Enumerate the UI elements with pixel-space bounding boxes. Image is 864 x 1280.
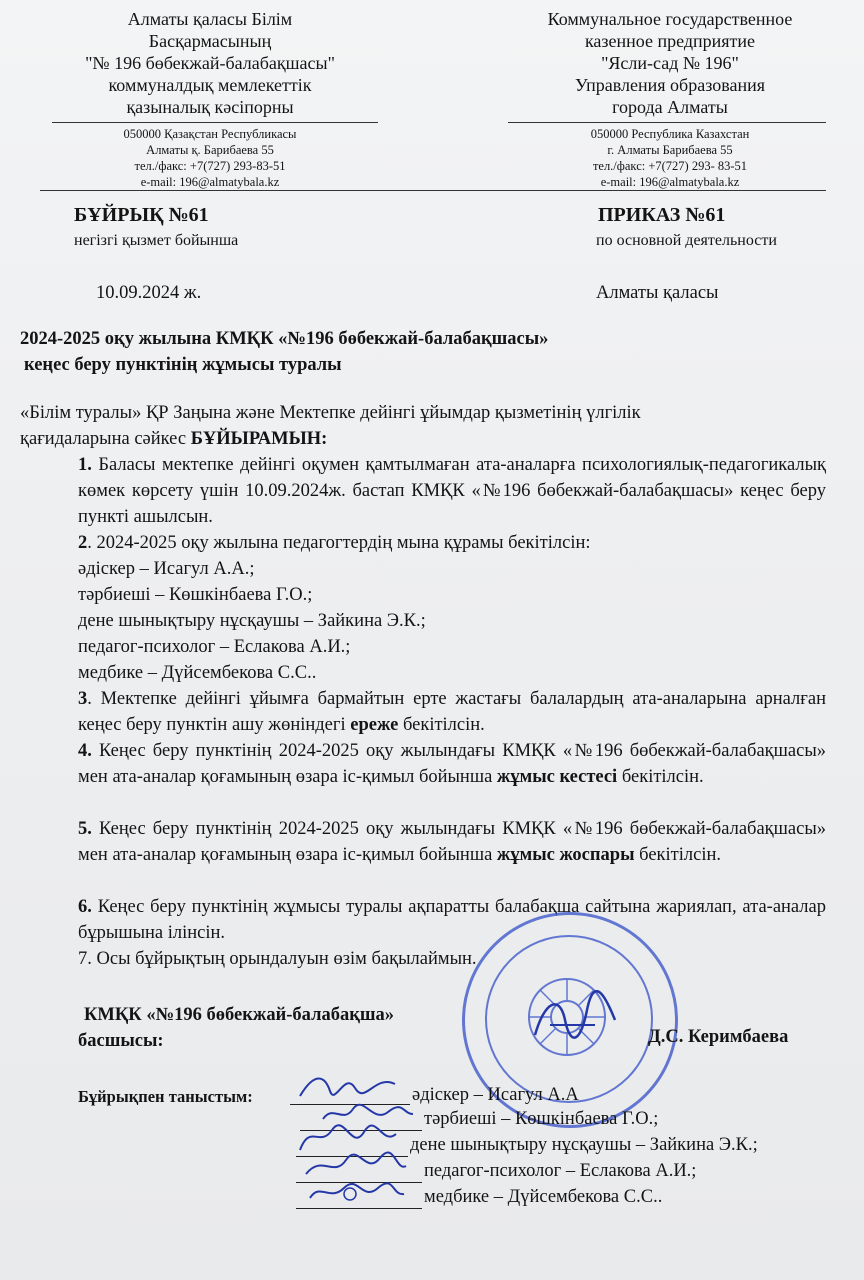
- header-left-line: "№ 196 бөбекжай-балабақшасы": [85, 53, 335, 73]
- acquainted-person: медбике – Дүйсембекова С.С..: [424, 1187, 663, 1207]
- header-left-line: коммуналдық мемлекеттік: [108, 75, 312, 95]
- item-4: [78, 738, 826, 790]
- address-right: [505, 126, 835, 190]
- preamble-line-1: «Білім туралы» ҚР Заңына және Мектепке дейінгі ұйымдар қызметінің үлгілік: [20, 403, 641, 423]
- address-left-line: 050000 Қазақстан Республикасы: [123, 127, 297, 141]
- acquainted-person: әдіскер – Исагул А.А: [412, 1085, 579, 1105]
- staff-item: тәрбиеші – Көшкінбаева Г.О.;: [78, 585, 313, 605]
- preamble-command: БҰЙЫРАМЫН:: [190, 429, 328, 449]
- item-5: [78, 816, 826, 868]
- address-right-line: тел./факс: +7(727) 293- 83-51: [592, 159, 748, 173]
- item-5-text: Кеңес беру пунктінің 2024-2025 оқу жылындағы КМҚК «№196 бөбекжай-балабақшасы» мен ата-аналар қоғамының өзара іс-қимыл бойынша: [78, 819, 826, 865]
- staff-item: әдіскер – Исагул А.А.;: [78, 559, 255, 579]
- item-2: [78, 530, 591, 556]
- item-3-bold: ереже: [350, 715, 399, 735]
- signature-role: басшысы:: [78, 1031, 164, 1051]
- order-subtitle-kz: негізгі қызмет бойынша: [74, 232, 239, 249]
- address-right-line: г. Алматы Барибаева 55: [607, 143, 733, 157]
- header-divider-right: [508, 122, 826, 123]
- header-right-line: Коммунальное государственное: [547, 9, 793, 29]
- order-city: Алматы қаласы: [596, 283, 719, 303]
- acquainted-person: дене шынықтыру нұсқаушы – Зайкина Э.К.;: [410, 1135, 758, 1155]
- header-divider-left: [52, 122, 378, 123]
- header-right-line: города Алматы: [612, 97, 728, 117]
- header-right: [500, 8, 840, 118]
- header-left-line: Басқармасының: [148, 31, 272, 51]
- header-left-line: қазыналық кәсіпорны: [126, 97, 294, 117]
- address-left-line: e-mail: 196@almatybala.kz: [140, 175, 280, 189]
- header-divider-bottom: [40, 190, 826, 191]
- acquainted-person: педагог-психолог – Еслакова А.И.;: [424, 1161, 697, 1181]
- acquainted-label: Бұйрықпен таныстым:: [78, 1087, 253, 1106]
- item-1: [78, 452, 826, 530]
- item-3-end: бекітілсін.: [398, 715, 485, 735]
- staff-item: медбике – Дүйсембекова С.С..: [78, 663, 317, 683]
- staff-item: дене шынықтыру нұсқаушы – Зайкина Э.К.;: [78, 611, 426, 631]
- acquainted-person: тәрбиеші – Көшкінбаева Г.О.;: [424, 1109, 659, 1129]
- item-1-number: 1.: [78, 455, 92, 475]
- signature-name: Д.С. Керимбаева: [648, 1027, 789, 1047]
- item-3-number: 3: [78, 689, 88, 709]
- address-left-line: тел./факс: +7(727) 293-83-51: [134, 159, 286, 173]
- item-3: [78, 686, 826, 738]
- preamble-line-2: [20, 426, 327, 452]
- item-4-bold: жұмыс кестесі: [496, 767, 618, 787]
- subject-line-2: кеңес беру пунктінің жұмысы туралы: [24, 355, 342, 375]
- item-4-number: 4.: [78, 741, 92, 761]
- signature-org: КМҚК «№196 бөбекжай-балабақша»: [84, 1005, 394, 1025]
- header-right-line: казенное предприятие: [584, 31, 756, 51]
- item-5-bold: жұмыс жоспары: [496, 845, 635, 865]
- staff-item: педагог-психолог – Еслакова А.И.;: [78, 637, 351, 657]
- order-subtitle-ru: по основной деятельности: [596, 232, 777, 249]
- order-date: 10.09.2024 ж.: [96, 283, 202, 303]
- item-7: 7. Осы бұйрықтың орындалуын өзім бақылаймын.: [78, 949, 477, 969]
- item-5-number: 5.: [78, 819, 92, 839]
- item-6-number: 6.: [78, 897, 92, 917]
- item-6-text: Кеңес беру пунктінің жұмысы туралы ақпаратты балабақша сайтына жариялап, ата-аналар бұрышына ілінсін.: [78, 897, 826, 943]
- item-3-text: . Мектепке дейінгі ұйымға бармайтын ерте жастағы балалардың ата-аналарына арналған кеңес беру пунктін ашу жөніндегі: [78, 689, 826, 735]
- item-6: [78, 894, 826, 946]
- item-2-number: 2: [78, 533, 88, 553]
- address-left: [55, 126, 365, 190]
- address-left-line: Алматы қ. Барибаева 55: [146, 143, 274, 157]
- handwritten-signature-icon: [300, 1172, 410, 1212]
- item-4-end: бекітілсін.: [617, 767, 704, 787]
- order-title-kz: БҰЙРЫҚ №61: [74, 204, 209, 226]
- preamble-text: қағидаларына сәйкес: [20, 429, 191, 449]
- header-left-line: Алматы қаласы Білім: [127, 9, 293, 29]
- item-5-end: бекітілсін.: [634, 845, 721, 865]
- address-right-line: 050000 Республика Казахстан: [590, 127, 750, 141]
- item-4-text: Кеңес беру пунктінің 2024-2025 оқу жылындағы КМҚК «№196 бөбекжай-балабақшасы» мен ата-аналар қоғамының өзара іс-қимыл бойынша: [78, 741, 826, 787]
- order-title-ru: ПРИКАЗ №61: [598, 204, 726, 226]
- header-right-line: "Ясли-сад № 196": [601, 53, 739, 73]
- item-2-text: . 2024-2025 оқу жылына педагогтердің мына құрамы бекітілсін:: [87, 533, 591, 553]
- header-left: [40, 8, 380, 118]
- item-1-text: Баласы мектепке дейінгі оқумен қамтылмаған ата-аналарға психологиялық-педагогикалық көмек көрсету үшін 10.09.2024ж. бастап КМҚК «№196 бөбекжай-балабақшасы» кеңес беру пункті ашылсын.: [78, 455, 826, 527]
- subject-line-1: 2024-2025 оқу жылына КМҚК «№196 бөбекжай-балабақшасы»: [20, 329, 549, 349]
- header-right-line: Управления образования: [574, 75, 765, 95]
- director-signature-icon: [525, 990, 625, 1050]
- address-right-line: e-mail: 196@almatybala.kz: [600, 175, 740, 189]
